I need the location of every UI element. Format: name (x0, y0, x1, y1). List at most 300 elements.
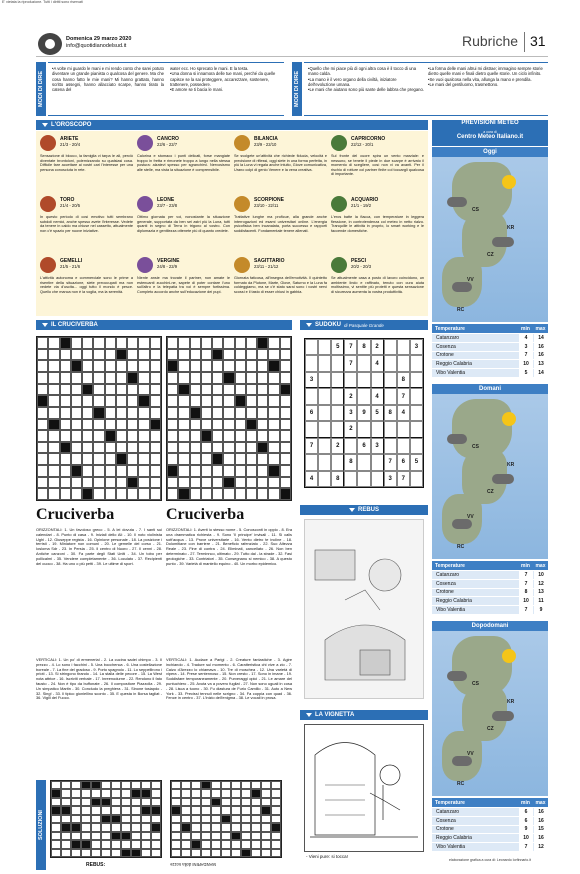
sudoku-cell[interactable]: 8 (357, 339, 370, 355)
crossword-cell[interactable] (60, 419, 71, 431)
sudoku-cell[interactable] (410, 355, 423, 371)
crossword-cell[interactable] (37, 465, 48, 477)
crossword-cell[interactable] (212, 407, 223, 419)
sudoku-cell[interactable] (318, 471, 331, 487)
crossword-cell[interactable] (93, 349, 104, 361)
crossword-cell[interactable] (82, 453, 93, 465)
crossword-cell[interactable] (280, 372, 291, 384)
crossword-cell[interactable] (178, 465, 189, 477)
crossword-cell[interactable] (138, 372, 149, 384)
sudoku-cell[interactable]: 6 (305, 405, 318, 421)
crossword-cell[interactable] (60, 372, 71, 384)
crossword-cell[interactable] (116, 384, 127, 396)
sudoku-cell[interactable] (357, 372, 370, 388)
crossword-cell[interactable] (82, 477, 93, 489)
crossword-cell[interactable] (268, 349, 279, 361)
crossword-cell[interactable] (268, 372, 279, 384)
crossword-cell[interactable] (37, 384, 48, 396)
crossword-cell[interactable] (105, 372, 116, 384)
crossword-cell[interactable] (223, 465, 234, 477)
crossword-cell[interactable] (246, 453, 257, 465)
sudoku-cell[interactable]: 7 (344, 339, 357, 355)
crossword-cell[interactable] (48, 453, 59, 465)
crossword-cell[interactable] (71, 453, 82, 465)
crossword-cell[interactable] (48, 407, 59, 419)
crossword-cell[interactable] (150, 488, 161, 500)
crossword-cell[interactable] (246, 477, 257, 489)
sudoku-cell[interactable]: 4 (305, 471, 318, 487)
crossword-cell[interactable] (190, 407, 201, 419)
crossword-cell[interactable] (235, 453, 246, 465)
crossword-cell[interactable] (246, 395, 257, 407)
crossword-cell[interactable] (82, 465, 93, 477)
crossword-cell[interactable] (167, 360, 178, 372)
crossword-cell[interactable] (71, 384, 82, 396)
sudoku-cell[interactable]: 7 (344, 355, 357, 371)
sudoku-cell[interactable] (331, 454, 344, 470)
crossword-cell[interactable] (37, 395, 48, 407)
crossword-cell[interactable] (150, 395, 161, 407)
crossword-cell[interactable] (150, 477, 161, 489)
sudoku-cell[interactable] (371, 471, 384, 487)
crossword-cell[interactable] (246, 430, 257, 442)
crossword-cell[interactable] (48, 442, 59, 454)
crossword-cell[interactable] (235, 349, 246, 361)
crossword-cell[interactable] (268, 477, 279, 489)
sudoku-cell[interactable] (344, 438, 357, 454)
crossword-cell[interactable] (268, 384, 279, 396)
crossword-cell[interactable] (201, 337, 212, 349)
crossword-cell[interactable] (280, 465, 291, 477)
sudoku-cell[interactable]: 6 (357, 438, 370, 454)
crossword-cell[interactable] (235, 442, 246, 454)
sudoku-cell[interactable]: 3 (410, 339, 423, 355)
crossword-cell[interactable] (105, 430, 116, 442)
crossword-cell[interactable] (150, 442, 161, 454)
crossword-cell[interactable] (150, 430, 161, 442)
crossword-cell[interactable] (268, 442, 279, 454)
crossword-cell[interactable] (48, 372, 59, 384)
crossword-cell[interactable] (116, 477, 127, 489)
crossword-cell[interactable] (105, 477, 116, 489)
sudoku-cell[interactable] (397, 438, 410, 454)
crossword-cell[interactable] (235, 384, 246, 396)
crossword-cell[interactable] (116, 395, 127, 407)
crossword-cell[interactable] (178, 360, 189, 372)
crossword-cell[interactable] (235, 360, 246, 372)
crossword-cell[interactable] (127, 488, 138, 500)
crossword-cell[interactable] (223, 477, 234, 489)
crossword-cell[interactable] (150, 360, 161, 372)
sudoku-cell[interactable]: 3 (305, 372, 318, 388)
crossword-cell[interactable] (127, 453, 138, 465)
crossword-cell[interactable] (178, 488, 189, 500)
crossword-cell[interactable] (246, 384, 257, 396)
sudoku-cell[interactable] (357, 355, 370, 371)
sudoku-cell[interactable] (331, 355, 344, 371)
crossword-cell[interactable] (105, 407, 116, 419)
crossword-cell[interactable] (212, 488, 223, 500)
crossword-cell[interactable] (60, 465, 71, 477)
crossword-cell[interactable] (116, 488, 127, 500)
crossword-cell[interactable] (37, 372, 48, 384)
sudoku-cell[interactable] (357, 471, 370, 487)
crossword-cell[interactable] (127, 477, 138, 489)
crossword-cell[interactable] (71, 349, 82, 361)
crossword-cell[interactable] (167, 419, 178, 431)
crossword-cell[interactable] (257, 419, 268, 431)
crossword-cell[interactable] (223, 372, 234, 384)
crossword-cell[interactable] (223, 407, 234, 419)
sudoku-cell[interactable] (371, 421, 384, 437)
crossword-cell[interactable] (223, 360, 234, 372)
crossword-cell[interactable] (93, 430, 104, 442)
crossword-cell[interactable] (116, 372, 127, 384)
crossword-cell[interactable] (138, 384, 149, 396)
crossword-cell[interactable] (37, 477, 48, 489)
crossword-cell[interactable] (138, 407, 149, 419)
sudoku-cell[interactable] (410, 372, 423, 388)
sudoku-cell[interactable] (371, 454, 384, 470)
crossword-cell[interactable] (93, 360, 104, 372)
crossword-cell[interactable] (246, 407, 257, 419)
crossword-cell[interactable] (105, 488, 116, 500)
crossword-cell[interactable] (201, 488, 212, 500)
crossword-cell[interactable] (201, 360, 212, 372)
crossword-cell[interactable] (201, 384, 212, 396)
crossword-cell[interactable] (268, 453, 279, 465)
crossword-cell[interactable] (212, 430, 223, 442)
crossword-cell[interactable] (48, 337, 59, 349)
crossword-cell[interactable] (257, 442, 268, 454)
crossword-cell[interactable] (235, 477, 246, 489)
crossword-cell[interactable] (268, 337, 279, 349)
crossword-cell[interactable] (167, 477, 178, 489)
crossword-cell[interactable] (280, 407, 291, 419)
sudoku-cell[interactable] (357, 388, 370, 404)
crossword-cell[interactable] (93, 465, 104, 477)
crossword-cell[interactable] (280, 442, 291, 454)
sudoku-cell[interactable]: 9 (357, 405, 370, 421)
sudoku-cell[interactable] (318, 372, 331, 388)
crossword-cell[interactable] (138, 465, 149, 477)
crossword-cell[interactable] (82, 488, 93, 500)
sudoku-cell[interactable]: 4 (371, 355, 384, 371)
crossword-cell[interactable] (223, 384, 234, 396)
sudoku-cell[interactable] (331, 372, 344, 388)
crossword-cell[interactable] (201, 453, 212, 465)
sudoku-cell[interactable] (410, 421, 423, 437)
crossword-cell[interactable] (127, 337, 138, 349)
crossword-cell[interactable] (105, 395, 116, 407)
crossword-cell[interactable] (268, 419, 279, 431)
crossword-cell[interactable] (212, 465, 223, 477)
crossword-cell[interactable] (60, 453, 71, 465)
crossword-cell[interactable] (201, 372, 212, 384)
crossword-cell[interactable] (127, 384, 138, 396)
crossword-cell[interactable] (178, 349, 189, 361)
crossword-cell[interactable] (235, 465, 246, 477)
crossword-cell[interactable] (257, 395, 268, 407)
crossword-cell[interactable] (37, 430, 48, 442)
crossword-cell[interactable] (71, 477, 82, 489)
crossword-cell[interactable] (127, 442, 138, 454)
crossword-cell[interactable] (201, 349, 212, 361)
sudoku-cell[interactable] (371, 372, 384, 388)
sudoku-cell[interactable] (384, 438, 397, 454)
crossword-cell[interactable] (167, 384, 178, 396)
crossword-cell[interactable] (280, 453, 291, 465)
crossword-cell[interactable] (150, 337, 161, 349)
sudoku-cell[interactable] (384, 421, 397, 437)
crossword-cell[interactable] (223, 442, 234, 454)
crossword-cell[interactable] (150, 407, 161, 419)
crossword-cell[interactable] (190, 395, 201, 407)
crossword-cell[interactable] (105, 419, 116, 431)
crossword-cell[interactable] (257, 384, 268, 396)
crossword-cell[interactable] (167, 349, 178, 361)
crossword-cell[interactable] (138, 419, 149, 431)
sudoku-cell[interactable] (318, 405, 331, 421)
crossword-cell[interactable] (257, 372, 268, 384)
crossword-cell[interactable] (150, 419, 161, 431)
crossword-cell[interactable] (167, 442, 178, 454)
crossword-cell[interactable] (246, 349, 257, 361)
crossword-cell[interactable] (127, 465, 138, 477)
crossword-cell[interactable] (212, 360, 223, 372)
crossword-cell[interactable] (93, 477, 104, 489)
crossword-cell[interactable] (105, 349, 116, 361)
crossword-cell[interactable] (190, 465, 201, 477)
crossword-cell[interactable] (71, 395, 82, 407)
sudoku-cell[interactable]: 5 (410, 454, 423, 470)
crossword-cell[interactable] (190, 488, 201, 500)
crossword-cell[interactable] (48, 395, 59, 407)
sudoku-cell[interactable]: 7 (397, 471, 410, 487)
sudoku-cell[interactable] (410, 388, 423, 404)
crossword-cell[interactable] (138, 430, 149, 442)
crossword-cell[interactable] (138, 488, 149, 500)
crossword-cell[interactable] (82, 372, 93, 384)
crossword-cell[interactable] (212, 442, 223, 454)
sudoku-cell[interactable]: 2 (371, 339, 384, 355)
crossword-cell[interactable] (71, 430, 82, 442)
crossword-cell[interactable] (82, 384, 93, 396)
crossword-cell[interactable] (116, 337, 127, 349)
crossword-cell[interactable] (167, 372, 178, 384)
crossword-cell[interactable] (60, 407, 71, 419)
crossword-cell[interactable] (48, 384, 59, 396)
sudoku-cell[interactable]: 4 (371, 388, 384, 404)
crossword-cell[interactable] (268, 395, 279, 407)
crossword-cell[interactable] (246, 488, 257, 500)
sudoku-cell[interactable]: 3 (344, 405, 357, 421)
crossword-cell[interactable] (178, 453, 189, 465)
crossword-cell[interactable] (37, 442, 48, 454)
sudoku-cell[interactable] (318, 339, 331, 355)
crossword-cell[interactable] (201, 419, 212, 431)
crossword-cell[interactable] (190, 372, 201, 384)
sudoku-cell[interactable] (331, 388, 344, 404)
crossword-cell[interactable] (257, 465, 268, 477)
sudoku-cell[interactable]: 7 (384, 454, 397, 470)
crossword-cell[interactable] (116, 430, 127, 442)
contact-email[interactable]: info@quotidianodelsud.it (66, 43, 127, 49)
crossword-cell[interactable] (127, 349, 138, 361)
crossword-cell[interactable] (93, 488, 104, 500)
crossword-cell[interactable] (190, 430, 201, 442)
crossword-cell[interactable] (127, 395, 138, 407)
crossword-cell[interactable] (127, 419, 138, 431)
crossword-cell[interactable] (223, 349, 234, 361)
sudoku-cell[interactable] (384, 388, 397, 404)
crossword-cell[interactable] (235, 395, 246, 407)
crossword-cell[interactable] (127, 360, 138, 372)
crossword-cell[interactable] (235, 488, 246, 500)
crossword-cell[interactable] (212, 477, 223, 489)
crossword-cell[interactable] (138, 337, 149, 349)
crossword-cell[interactable] (48, 477, 59, 489)
sudoku-cell[interactable]: 7 (305, 438, 318, 454)
sudoku-cell[interactable] (344, 471, 357, 487)
crossword-cell[interactable] (246, 442, 257, 454)
crossword-cell[interactable] (150, 372, 161, 384)
crossword-cell[interactable] (280, 360, 291, 372)
sudoku-cell[interactable] (357, 421, 370, 437)
crossword-cell[interactable] (190, 442, 201, 454)
crossword-cell[interactable] (257, 337, 268, 349)
crossword-cell[interactable] (60, 395, 71, 407)
crossword-cell[interactable] (212, 395, 223, 407)
sudoku-cell[interactable] (357, 454, 370, 470)
crossword-cell[interactable] (116, 442, 127, 454)
crossword-cell[interactable] (116, 419, 127, 431)
crossword-cell[interactable] (60, 442, 71, 454)
sudoku-cell[interactable]: 4 (397, 405, 410, 421)
crossword-cell[interactable] (178, 442, 189, 454)
sudoku-cell[interactable]: 3 (371, 438, 384, 454)
crossword-cell[interactable] (71, 465, 82, 477)
crossword-cell[interactable] (105, 337, 116, 349)
sudoku-cell[interactable] (305, 421, 318, 437)
crossword-cell[interactable] (116, 453, 127, 465)
crossword-cell[interactable] (201, 477, 212, 489)
sudoku-cell[interactable] (384, 372, 397, 388)
crossword-cell[interactable] (93, 372, 104, 384)
crossword-cell[interactable] (223, 395, 234, 407)
sudoku-cell[interactable] (410, 438, 423, 454)
crossword-cell[interactable] (48, 488, 59, 500)
sudoku-cell[interactable]: 5 (371, 405, 384, 421)
crossword-cell[interactable] (178, 395, 189, 407)
sudoku-cell[interactable]: 5 (331, 339, 344, 355)
crossword-cell[interactable] (82, 395, 93, 407)
crossword-cell[interactable] (93, 442, 104, 454)
crossword-cell[interactable] (48, 430, 59, 442)
crossword-cell[interactable] (60, 477, 71, 489)
crossword-cell[interactable] (71, 442, 82, 454)
crossword-cell[interactable] (280, 430, 291, 442)
sudoku-cell[interactable]: 6 (397, 454, 410, 470)
sudoku-cell[interactable] (318, 355, 331, 371)
crossword-cell[interactable] (178, 477, 189, 489)
crossword-cell[interactable] (212, 337, 223, 349)
crossword-cell[interactable] (268, 360, 279, 372)
crossword-cell[interactable] (93, 337, 104, 349)
crossword-cell[interactable] (268, 430, 279, 442)
crossword-cell[interactable] (48, 349, 59, 361)
sudoku-grid[interactable] (304, 338, 424, 488)
crossword-cell[interactable] (178, 419, 189, 431)
crossword-cell[interactable] (212, 384, 223, 396)
crossword-cell[interactable] (235, 430, 246, 442)
crossword-cell[interactable] (138, 442, 149, 454)
crossword-cell[interactable] (280, 488, 291, 500)
crossword-cell[interactable] (223, 337, 234, 349)
crossword-cell[interactable] (212, 372, 223, 384)
crossword-cell[interactable] (127, 372, 138, 384)
crossword-cell[interactable] (223, 419, 234, 431)
crossword-cell[interactable] (138, 360, 149, 372)
crossword-cell[interactable] (71, 337, 82, 349)
crossword-cell[interactable] (212, 419, 223, 431)
crossword-cell[interactable] (235, 419, 246, 431)
crossword-cell[interactable] (201, 395, 212, 407)
crossword-cell[interactable] (105, 453, 116, 465)
crossword-cell[interactable] (178, 430, 189, 442)
crossword-cell[interactable] (138, 477, 149, 489)
crossword-cell[interactable] (71, 360, 82, 372)
crossword-cell[interactable] (268, 465, 279, 477)
crossword-grid-1[interactable] (36, 336, 162, 501)
crossword-cell[interactable] (116, 465, 127, 477)
sudoku-cell[interactable] (384, 339, 397, 355)
crossword-cell[interactable] (82, 442, 93, 454)
crossword-cell[interactable] (212, 349, 223, 361)
sudoku-cell[interactable]: 8 (344, 454, 357, 470)
crossword-cell[interactable] (150, 465, 161, 477)
crossword-cell[interactable] (37, 360, 48, 372)
crossword-grid-2[interactable] (166, 336, 292, 501)
crossword-cell[interactable] (246, 372, 257, 384)
sudoku-cell[interactable] (331, 405, 344, 421)
crossword-cell[interactable] (82, 430, 93, 442)
crossword-cell[interactable] (190, 349, 201, 361)
crossword-cell[interactable] (257, 453, 268, 465)
crossword-cell[interactable] (190, 360, 201, 372)
crossword-cell[interactable] (82, 419, 93, 431)
crossword-cell[interactable] (280, 384, 291, 396)
crossword-cell[interactable] (93, 453, 104, 465)
crossword-cell[interactable] (190, 384, 201, 396)
sudoku-cell[interactable] (305, 388, 318, 404)
sudoku-cell[interactable]: 8 (331, 471, 344, 487)
crossword-cell[interactable] (48, 360, 59, 372)
sudoku-cell[interactable] (305, 454, 318, 470)
crossword-cell[interactable] (60, 360, 71, 372)
crossword-cell[interactable] (280, 349, 291, 361)
crossword-cell[interactable] (246, 419, 257, 431)
crossword-cell[interactable] (257, 430, 268, 442)
sudoku-cell[interactable]: 7 (397, 388, 410, 404)
crossword-cell[interactable] (223, 488, 234, 500)
sudoku-cell[interactable] (397, 421, 410, 437)
crossword-cell[interactable] (150, 384, 161, 396)
crossword-cell[interactable] (167, 337, 178, 349)
crossword-cell[interactable] (105, 442, 116, 454)
crossword-cell[interactable] (257, 407, 268, 419)
crossword-cell[interactable] (280, 395, 291, 407)
